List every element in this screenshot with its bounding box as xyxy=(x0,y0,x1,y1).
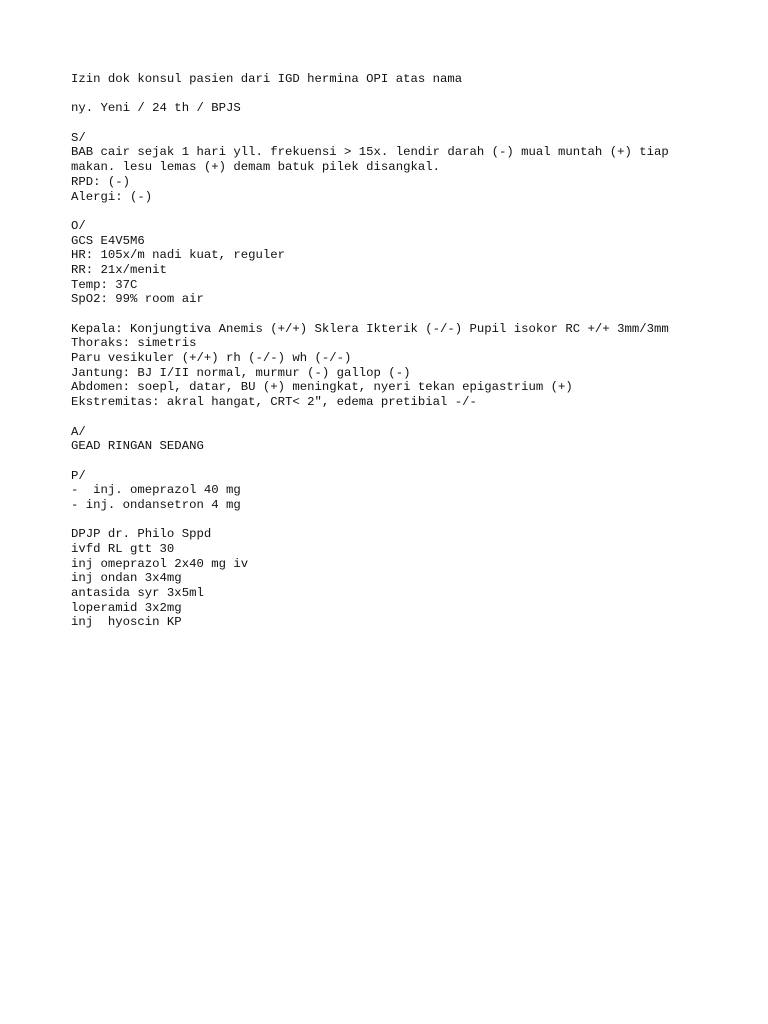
intro-line: Izin dok konsul pasien dari IGD hermina OPI atas nama xyxy=(71,72,463,86)
exam-line: Ekstremitas: akral hangat, CRT< 2", edema pretibial -/- xyxy=(71,395,477,410)
subjective-line: RPD: (-) xyxy=(71,174,131,189)
exam-line: Jantung: BJ I/II normal, murmur (-) gallop (-) xyxy=(71,365,411,380)
exam-line: Kepala: Konjungtiva Anemis (+/+) Sklera Ikterik (-/-) Pupil isokor RC +/+ 3mm/3mm xyxy=(71,321,669,336)
dpjp-line: inj ondan 3x4mg xyxy=(71,571,182,586)
dpjp-line: antasida syr 3x5ml xyxy=(71,586,204,601)
dpjp-line: ivfd RL gtt 30 xyxy=(71,542,175,556)
dpjp-line: inj hyoscin KP xyxy=(71,615,182,630)
plan-item: - inj. omeprazol 40 mg xyxy=(71,483,241,498)
dpjp-line: DPJP dr. Philo Sppd xyxy=(71,527,212,542)
dpjp-section xyxy=(71,527,711,630)
assessment-label: A/ xyxy=(71,424,86,439)
plan-section xyxy=(71,469,711,513)
vital-line: GCS E4V5M6 xyxy=(71,233,145,248)
subjective-line: Alergi: (-) xyxy=(71,189,153,204)
vital-line: HR: 105x/m nadi kuat, reguler xyxy=(71,248,286,263)
exam-line: Thoraks: simetris xyxy=(71,336,197,351)
patient-line: ny. Yeni / 24 th / BPJS xyxy=(71,101,241,116)
subjective-line: BAB cair sejak 1 hari yll. frekuensi > 15x. lendir darah (-) mual muntah (+) tiap xyxy=(71,145,669,160)
objective-section xyxy=(71,219,711,410)
dpjp-line: inj omeprazol 2x40 mg iv xyxy=(71,556,249,571)
objective-label: O/ xyxy=(71,218,86,233)
vital-line: Temp: 37C xyxy=(71,277,138,292)
dpjp-line: loperamid 3x2mg xyxy=(71,600,182,615)
subjective-section xyxy=(71,131,711,204)
vital-line: SpO2: 99% room air xyxy=(71,292,204,307)
subjective-label: S/ xyxy=(71,130,86,145)
exam-line: Paru vesikuler (+/+) rh (-/-) wh (-/-) xyxy=(71,351,352,366)
header-section xyxy=(71,72,711,116)
diagnosis-line: GEAD RINGAN SEDANG xyxy=(71,439,204,454)
plan-label: P/ xyxy=(71,468,86,483)
plan-item: - inj. ondansetron 4 mg xyxy=(71,497,241,512)
subjective-line: makan. lesu lemas (+) demam batuk pilek disangkal. xyxy=(71,160,440,175)
assessment-section xyxy=(71,425,711,454)
consult-note xyxy=(71,72,711,630)
exam-line: Abdomen: soepl, datar, BU (+) meningkat, nyeri tekan epigastrium (+) xyxy=(71,380,573,395)
vital-line: RR: 21x/menit xyxy=(71,262,167,277)
